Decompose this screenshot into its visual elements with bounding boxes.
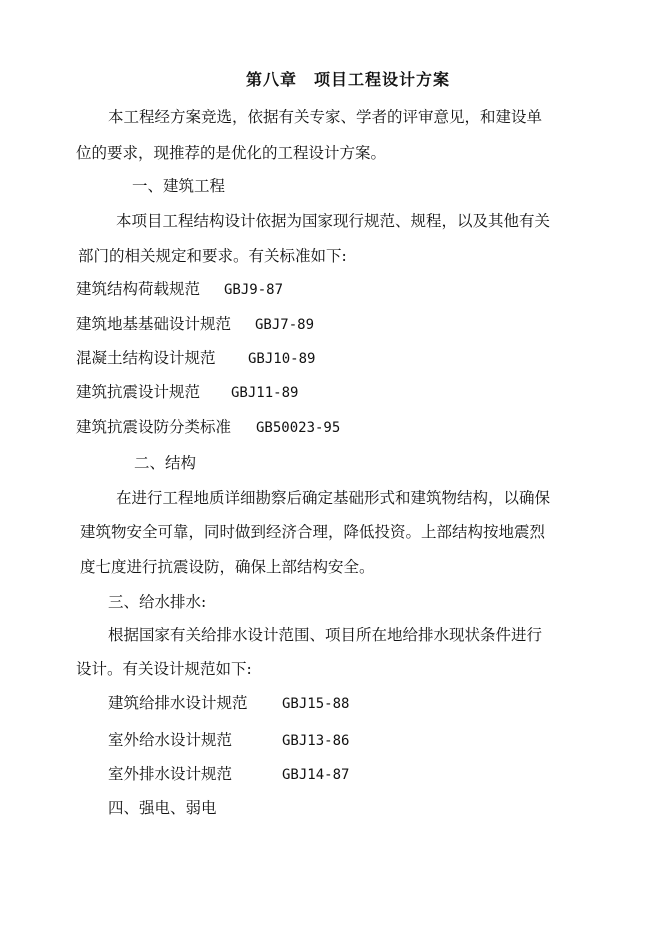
structure-paragraph-line-3: 度七度进行抗震设防，确保上部结构安全。 — [80, 558, 375, 576]
section-heading-structure: 二、结构 — [134, 454, 197, 472]
standard-name: 室外排水设计规范 — [108, 765, 233, 783]
page-title: 第八章 项目工程设计方案 — [246, 70, 451, 89]
standard-code: GBJ14-87 — [282, 767, 350, 783]
standard-code: GB50023-95 — [256, 420, 341, 436]
standard-code: GBJ15-88 — [282, 696, 350, 712]
standard-name: 建筑地基基础设计规范 — [76, 315, 232, 333]
standard-code: GBJ10-89 — [248, 351, 316, 367]
structure-paragraph-line-1: 在进行工程地质详细勘察后确定基础形式和建筑物结构，以确保 — [116, 489, 551, 507]
standard-code: GBJ7-89 — [255, 317, 315, 333]
standard-code: GBJ9-87 — [224, 282, 284, 298]
standard-name: 混凝土结构设计规范 — [76, 349, 216, 367]
section-heading-electrical: 四、强电、弱电 — [108, 799, 217, 817]
architecture-paragraph-line-2: 部门的相关规定和要求。有关标准如下: — [78, 247, 347, 265]
architecture-paragraph-line-1: 本项目工程结构设计依据为国家现行规范、规程，以及其他有关 — [116, 212, 551, 230]
water-paragraph-line-2: 设计。有关设计规范如下: — [76, 660, 252, 678]
standard-name: 建筑给排水设计规范 — [108, 694, 248, 712]
standard-name: 建筑抗震设计规范 — [76, 383, 201, 401]
standard-name: 建筑抗震设防分类标准 — [76, 418, 232, 436]
standard-code: GBJ13-86 — [282, 733, 350, 749]
section-heading-architecture: 一、建筑工程 — [132, 177, 226, 195]
structure-paragraph-line-2: 建筑物安全可靠，同时做到经济合理，降低投资。上部结构按地震烈 — [80, 523, 546, 541]
standard-code: GBJ11-89 — [231, 385, 299, 401]
water-paragraph-line-1: 根据国家有关给排水设计范围、项目所在地给排水现状条件进行 — [108, 626, 543, 644]
intro-line-2: 位的要求，现推荐的是优化的工程设计方案。 — [76, 144, 387, 162]
section-heading-water: 三、给水排水: — [108, 593, 207, 611]
standard-name: 室外给水设计规范 — [108, 731, 233, 749]
intro-line-1: 本工程经方案竞选，依据有关专家、学者的评审意见，和建设单 — [108, 108, 543, 126]
standard-name: 建筑结构荷载规范 — [76, 280, 201, 298]
